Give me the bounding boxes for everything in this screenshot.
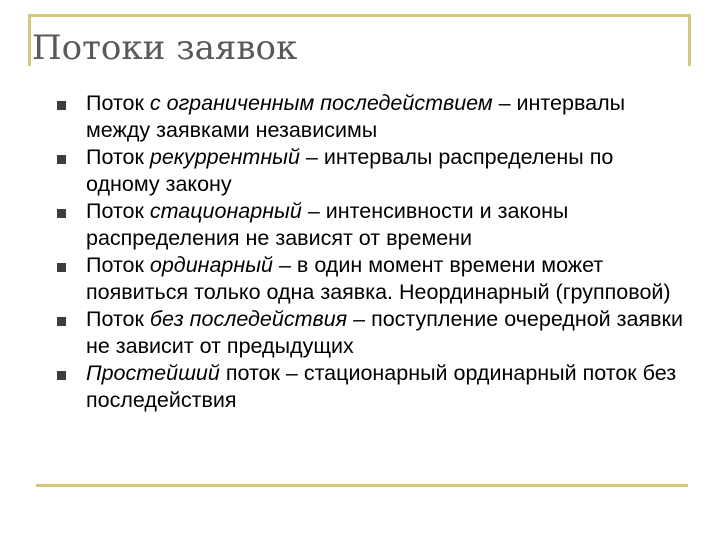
- square-bullet-icon: [57, 371, 66, 380]
- bullet-item: [54, 306, 684, 360]
- bullet-term: ординарный: [149, 253, 274, 277]
- bullet-term: рекуррентный: [149, 145, 300, 169]
- bullet-text: [86, 91, 625, 142]
- left-decorative-rule: [28, 14, 31, 66]
- bullet-text: [86, 361, 676, 412]
- bullet-rest: – интервалы распределены по одному закону: [86, 145, 614, 196]
- square-bullet-icon: [57, 101, 66, 110]
- bullet-term: с ограниченным последействием: [149, 91, 493, 115]
- bullet-text: [86, 307, 683, 358]
- right-decorative-rule: [688, 14, 691, 66]
- bullet-lead: Поток: [86, 199, 150, 223]
- bullet-rest: – интенсивности и законы распределения не зависят от времени: [86, 199, 569, 250]
- bullet-item: [54, 198, 684, 252]
- bullet-text: [86, 145, 613, 196]
- bullet-term: Простейший: [86, 361, 220, 385]
- bullet-item: [54, 252, 684, 306]
- square-bullet-icon: [57, 155, 66, 164]
- bullet-item: [54, 90, 684, 144]
- bullet-lead: Поток: [86, 91, 150, 115]
- bullet-rest: – интервалы между заявками независимы: [86, 91, 626, 142]
- square-bullet-icon: [57, 317, 66, 326]
- bullet-term: стационарный: [149, 199, 302, 223]
- bullet-rest: – поступление очередной заявки не зависит от предыдущих: [86, 307, 683, 358]
- bottom-decorative-rule: [36, 484, 688, 487]
- bullet-lead: Поток: [86, 253, 150, 277]
- square-bullet-icon: [57, 209, 66, 218]
- bullet-list: [54, 90, 684, 414]
- bullet-item: [54, 144, 684, 198]
- square-bullet-icon: [57, 263, 66, 272]
- bullet-term: без последействия: [149, 307, 348, 331]
- bullet-rest: поток – стационарный ординарный поток без последействия: [86, 361, 677, 412]
- bullet-text: [86, 253, 671, 304]
- bullet-lead: Поток: [86, 145, 150, 169]
- bullet-rest: – в один момент времени может появиться только одна заявка. Неординарный (групповой): [86, 253, 671, 304]
- top-decorative-rule: [28, 14, 688, 17]
- bullet-lead: Поток: [86, 307, 150, 331]
- slide-title: Потоки заявок: [32, 28, 298, 68]
- bullet-text: [86, 199, 568, 250]
- bullet-item: [54, 360, 684, 414]
